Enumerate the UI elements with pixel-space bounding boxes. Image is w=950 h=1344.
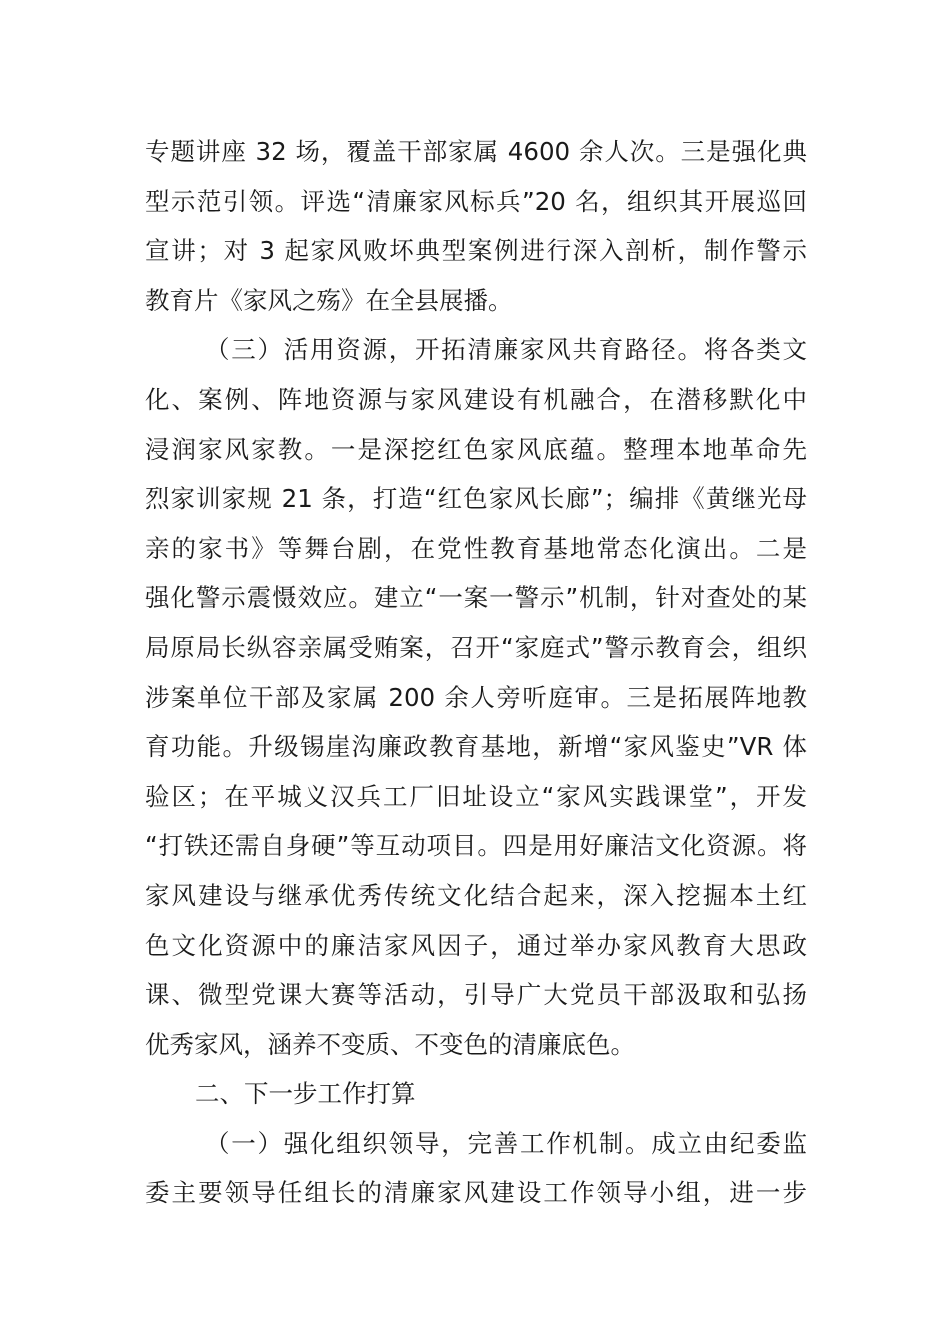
text-line: 亲的家书》等舞台剧，在党性教育基地常态化演出。二是 [145,533,807,563]
paragraph-2 [145,325,807,1069]
text-line: 化、案例、阵地资源与家风建设有机融合，在潜移默化中 [145,384,807,414]
text-line: 课、微型党课大赛等活动，引导广大党员干部汲取和弘扬 [145,980,807,1010]
text-line: 局原局长纵容亲属受贿案，召开“家庭式”警示教育会，组织 [145,632,807,662]
heading-text: 二、下一步工作打算 [195,1079,416,1109]
text-line: 教育片《家风之殇》在全县展播。 [145,285,513,315]
text-line: 烈家训家规 21 条，打造“红色家风长廊”；编排《黄继光母 [145,484,807,514]
text-line: 强化警示震慑效应。建立“一案一警示”机制，针对查处的某 [145,583,807,613]
text-line: 宣讲；对 3 起家风败坏典型案例进行深入剖析，制作警示 [145,236,807,266]
document-body [145,127,807,1218]
paragraph-1 [145,127,807,325]
text-line: 专题讲座 32 场，覆盖干部家属 4600 余人次。三是强化典 [145,137,807,166]
paragraph-3 [145,1119,807,1218]
text-line: 涉案单位干部及家属 200 余人旁听庭审。三是拓展阵地教 [145,682,807,712]
text-line: 委主要领导任组长的清廉家风建设工作领导小组，进一步 [145,1178,807,1208]
text-line: 型示范引领。评选“清廉家风标兵”20 名，组织其开展巡回 [145,186,807,216]
text-line: （一）强化组织领导，完善工作机制。成立由纪委监 [205,1128,807,1158]
section-heading [145,1069,807,1119]
text-line: 育功能。升级锡崖沟廉政教育基地，新增“家风鉴史”VR 体 [145,732,807,762]
text-line: “打铁还需自身硬”等互动项目。四是用好廉洁文化资源。将 [145,831,807,861]
text-line: 家风建设与继承优秀传统文化结合起来，深入挖掘本土红 [145,880,807,910]
text-line: 色文化资源中的廉洁家风因子，通过举办家风教育大思政 [145,930,807,960]
text-line: 优秀家风，涵养不变质、不变色的清廉底色。 [145,1029,635,1059]
text-line: 浸润家风家教。一是深挖红色家风底蕴。整理本地革命先 [145,434,807,464]
text-line: 验区；在平城义汉兵工厂旧址设立“家风实践课堂”，开发 [145,781,807,811]
text-line: （三）活用资源，开拓清廉家风共育路径。将各类文 [205,335,807,365]
